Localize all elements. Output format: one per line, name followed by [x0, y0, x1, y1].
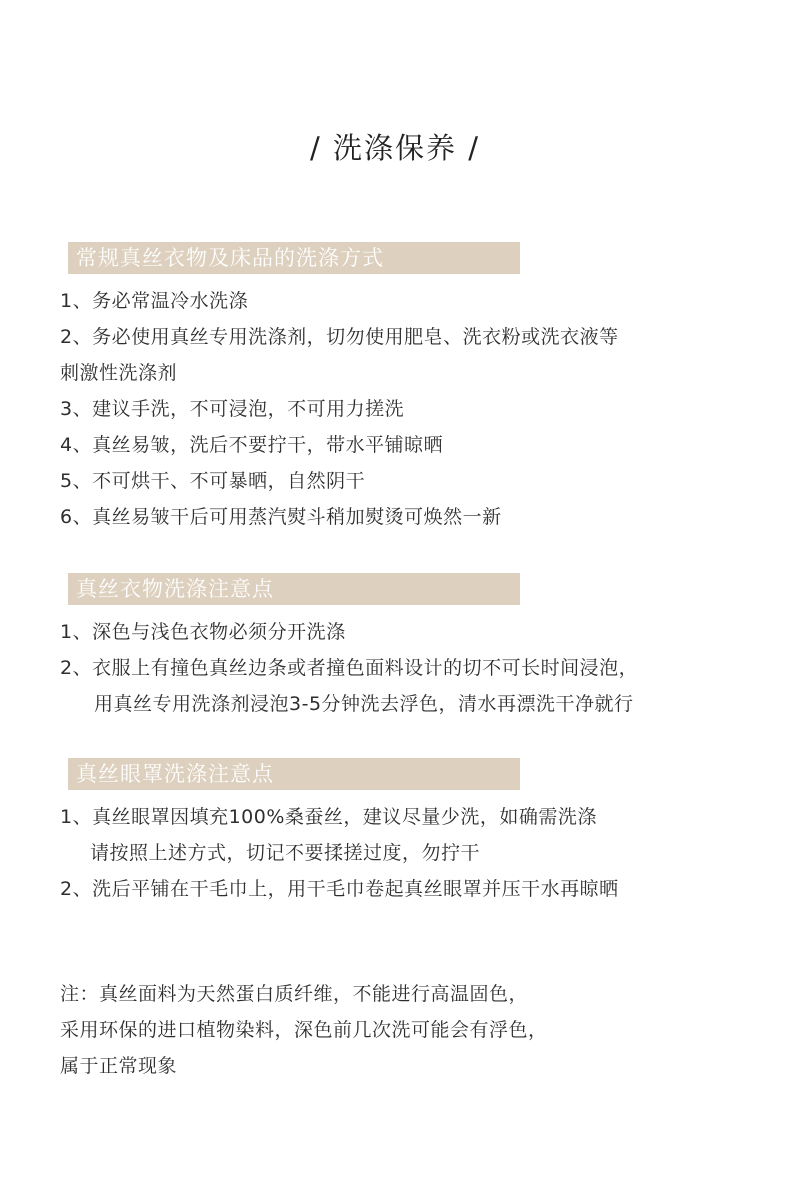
- list-item: 5、不可烘干、不可暴晒，自然阴干: [60, 470, 366, 492]
- list-item: 2、衣服上有撞色真丝边条或者撞色面料设计的切不可长时间浸泡，: [60, 657, 639, 679]
- section-header-garment-notes: 真丝衣物洗涤注意点: [68, 573, 520, 605]
- list-item: 2、洗后平铺在干毛巾上，用干毛巾卷起真丝眼罩并压干水再晾晒: [60, 878, 619, 900]
- list-item: 1、深色与浅色衣物必须分开洗涤: [60, 621, 346, 643]
- list-item: 请按照上述方式，切记不要揉搓过度，勿拧干: [90, 842, 481, 864]
- list-item: 3、建议手洗，不可浸泡，不可用力搓洗: [60, 398, 405, 420]
- list-item: 2、务必使用真丝专用洗涤剂，切勿使用肥皂、洗衣粉或洗衣液等: [60, 326, 619, 348]
- note-line: 采用环保的进口植物染料，深色前几次洗可能会有浮色，: [60, 1019, 548, 1041]
- list-item: 用真丝专用洗涤剂浸泡3-5分钟洗去浮色，清水再漂洗干净就行: [94, 693, 634, 715]
- section-header-eye-mask-notes: 真丝眼罩洗涤注意点: [68, 758, 520, 790]
- note-line: 属于正常现象: [60, 1055, 178, 1077]
- list-item: 1、真丝眼罩因填充100%桑蚕丝，建议尽量少洗，如确需洗涤: [60, 806, 597, 828]
- list-item: 1、务必常温冷水洗涤: [60, 290, 249, 312]
- note-line: 注：真丝面料为天然蛋白质纤维，不能进行高温固色，: [60, 983, 529, 1005]
- page-title: / 洗涤保养 /: [310, 131, 480, 165]
- list-item: 6、真丝易皱干后可用蒸汽熨斗稍加熨烫可焕然一新: [60, 506, 502, 528]
- list-item: 刺激性洗涤剂: [60, 362, 178, 384]
- section-header-regular-washing: 常规真丝衣物及床品的洗涤方式: [68, 242, 520, 274]
- list-item: 4、真丝易皱，洗后不要拧干，带水平铺晾晒: [60, 434, 444, 456]
